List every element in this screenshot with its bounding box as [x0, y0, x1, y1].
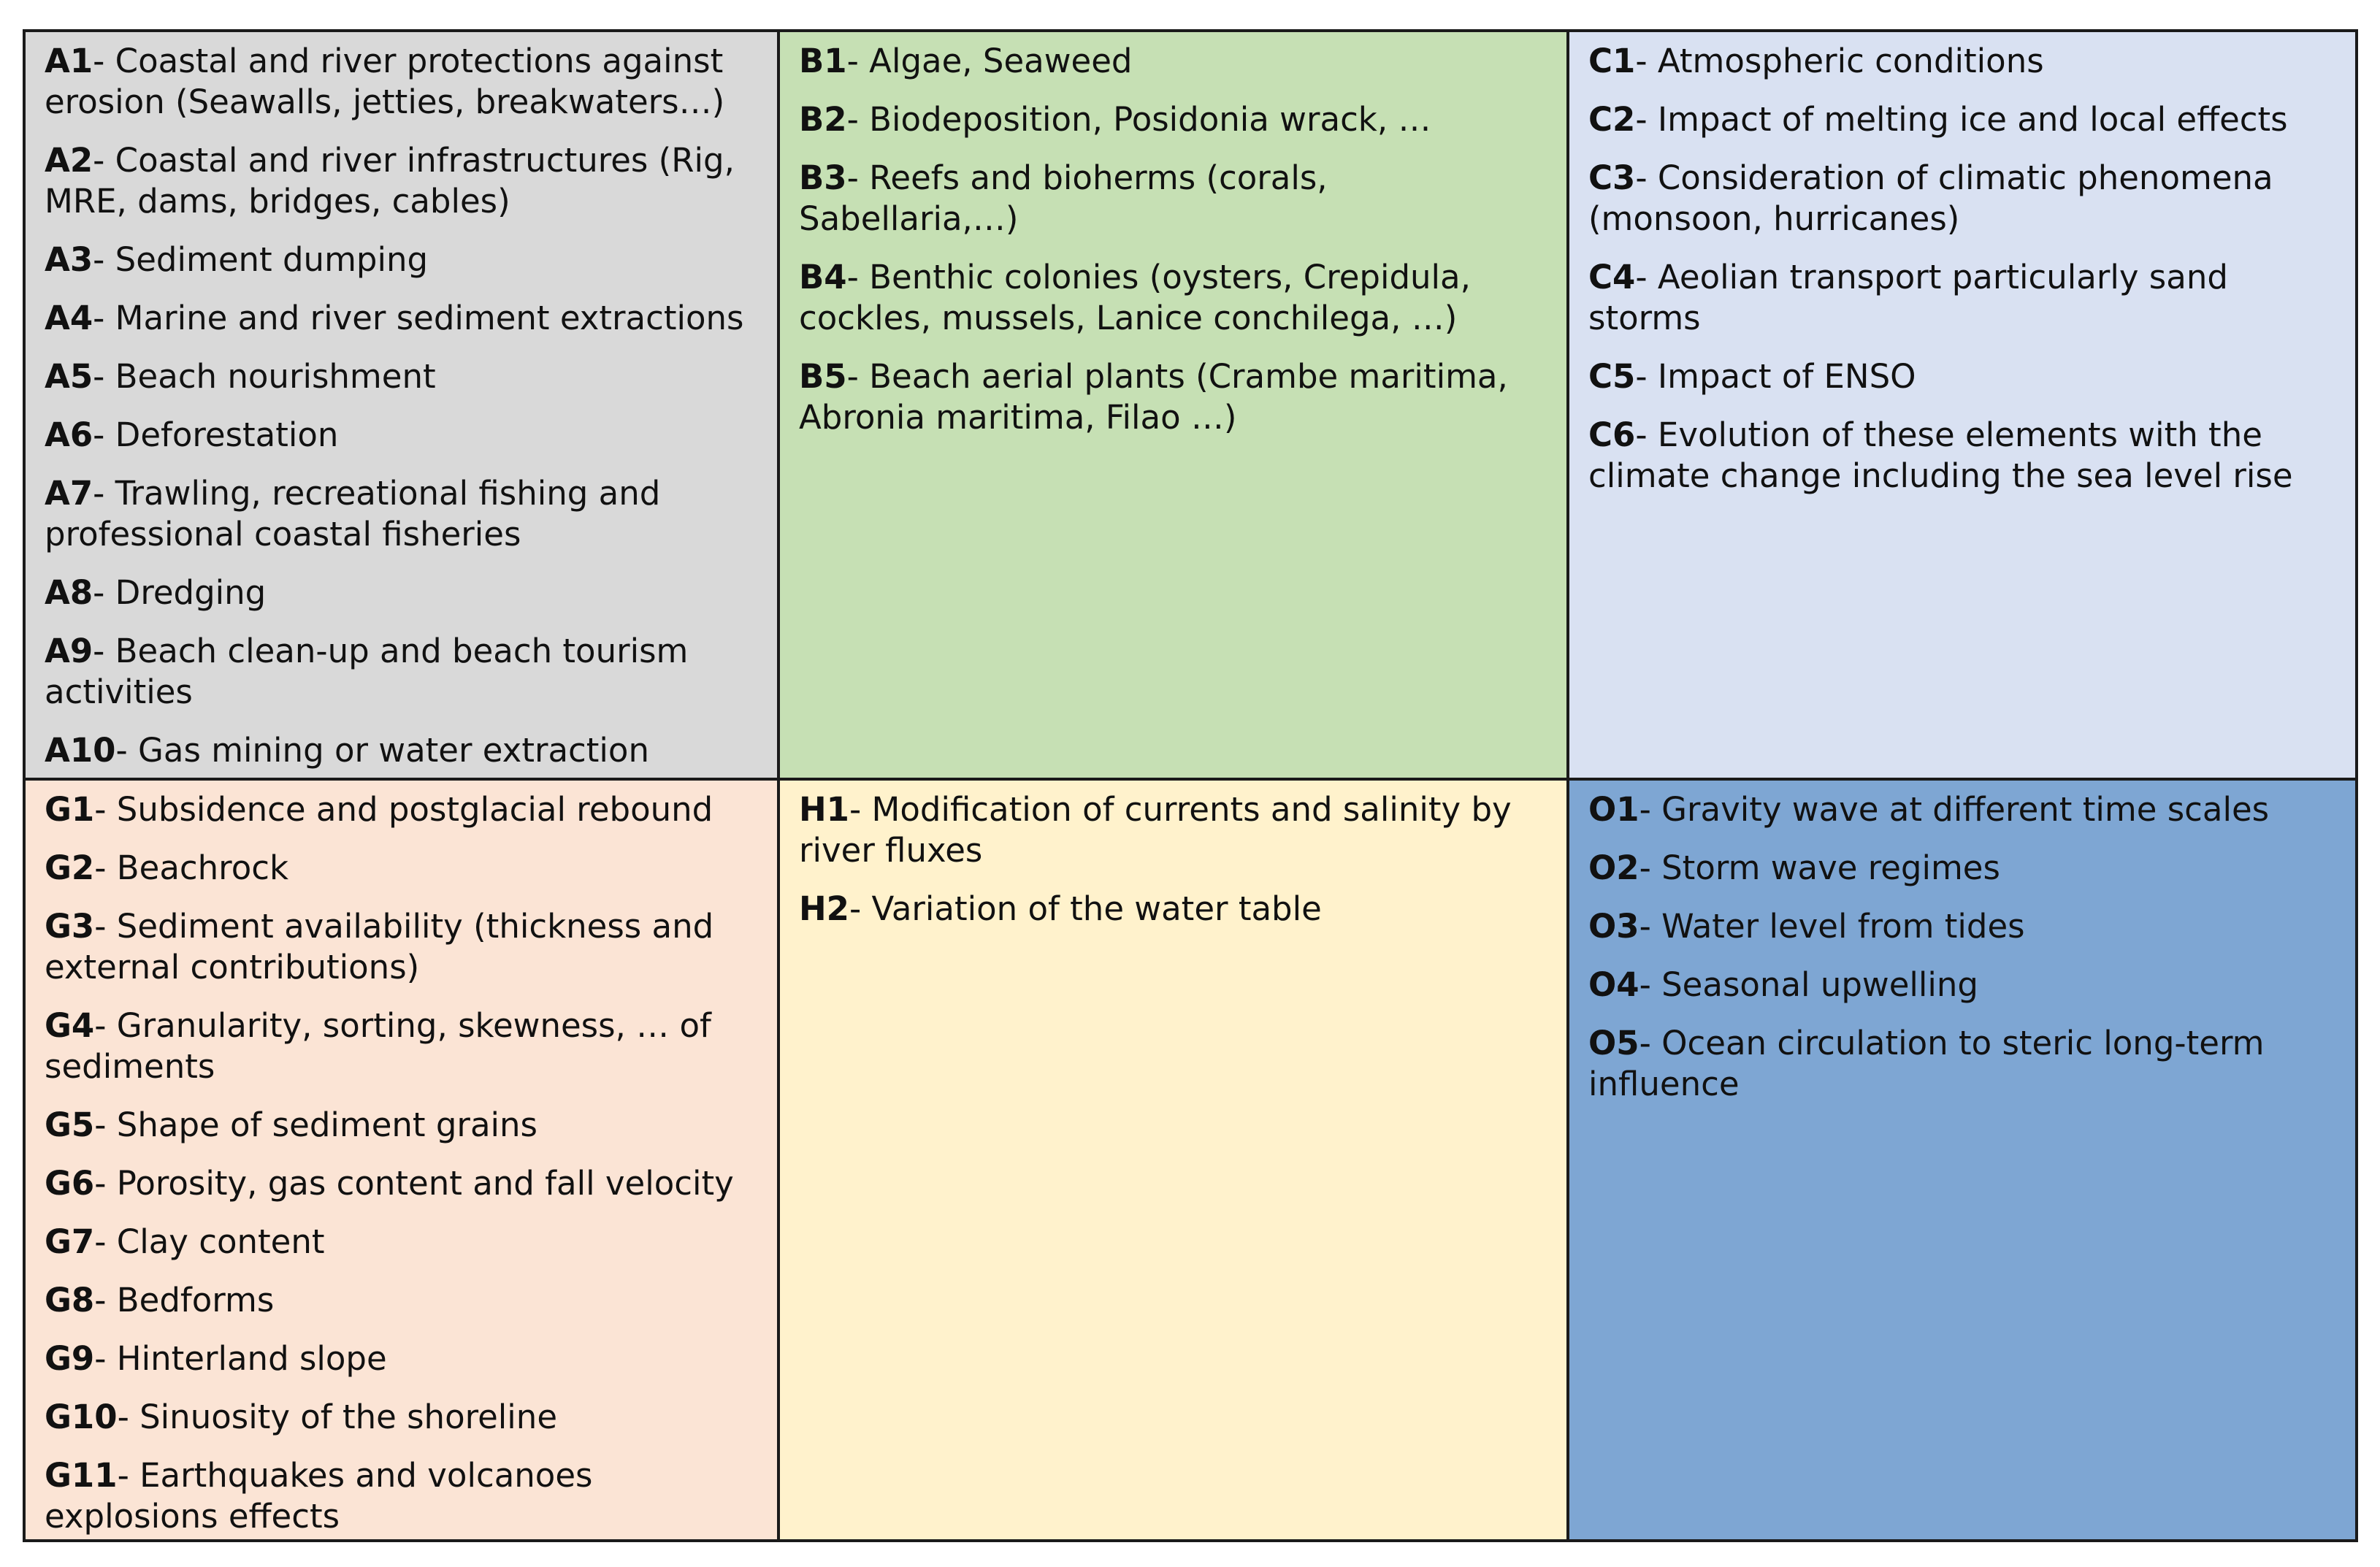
factor-code: O3: [1588, 907, 1639, 946]
factor-code: O5: [1588, 1024, 1639, 1062]
cell-biological-factors: [780, 32, 1569, 781]
factor-item-c3: [1588, 158, 2336, 240]
factor-item-g1: [45, 789, 758, 830]
factor-code: B5: [799, 357, 847, 396]
factor-code: G11: [45, 1456, 118, 1495]
factor-description: - Biodeposition, Posidonia wrack, …: [846, 100, 1431, 139]
factor-item-b4: [799, 257, 1547, 339]
factor-description: - Bedforms: [94, 1281, 275, 1319]
factor-code: B3: [799, 158, 847, 197]
factor-code: A3: [45, 240, 93, 279]
factor-code: G2: [45, 848, 95, 887]
factor-description: - Variation of the water table: [849, 889, 1322, 928]
factor-item-g9: [45, 1338, 758, 1379]
factor-item-a10: [45, 730, 758, 771]
factor-code: A10: [45, 731, 116, 770]
factor-item-c5: [1588, 356, 2336, 397]
factor-item-b2: [799, 99, 1547, 140]
factor-code: G5: [45, 1106, 95, 1144]
factor-description: - Hinterland slope: [94, 1339, 387, 1378]
factor-description: - Storm wave regimes: [1639, 848, 2000, 887]
factor-description: - Subsidence and postglacial rebound: [94, 790, 713, 829]
factor-item-g8: [45, 1280, 758, 1321]
factor-description: - Impact of ENSO: [1635, 357, 1916, 396]
factor-code: A4: [45, 299, 93, 337]
cell-hydrological-factors: [780, 781, 1569, 1539]
factor-item-a6: [45, 415, 758, 456]
factor-code: C4: [1588, 258, 1636, 296]
factor-item-a3: [45, 240, 758, 280]
factor-code: G1: [45, 790, 95, 829]
factor-description: - Gravity wave at different time scales: [1639, 790, 2270, 829]
factor-item-o2: [1588, 848, 2336, 889]
factor-item-a9: [45, 631, 758, 713]
factor-description: - Porosity, gas content and fall velocity: [94, 1164, 734, 1203]
factor-description: - Gas mining or water extraction: [115, 731, 649, 770]
factor-item-a5: [45, 356, 758, 397]
factor-code: B2: [799, 100, 847, 139]
factor-description: - Aeolian transport particularly sand storms: [1588, 258, 2228, 337]
cell-oceanic-factors: [1569, 781, 2355, 1539]
factor-code: A1: [45, 42, 93, 80]
factor-item-o3: [1588, 906, 2336, 947]
factor-code: C3: [1588, 158, 1636, 197]
factor-code: G9: [45, 1339, 95, 1378]
factor-code: G7: [45, 1222, 95, 1261]
factor-description: - Algae, Seaweed: [846, 42, 1133, 80]
factor-code: O4: [1588, 965, 1639, 1004]
factor-description: - Beachrock: [94, 848, 289, 887]
factor-code: B1: [799, 42, 847, 80]
factor-description: - Clay content: [94, 1222, 325, 1261]
factor-item-o4: [1588, 965, 2336, 1005]
factor-description: - Consideration of climatic phenomena (monsoon, hurricanes): [1588, 158, 2273, 238]
factor-description: - Earthquakes and volcanoes explosions effects: [45, 1456, 593, 1536]
factor-item-a7: [45, 473, 758, 555]
factor-description: - Sinuosity of the shoreline: [117, 1398, 558, 1436]
factor-code: H1: [799, 790, 849, 829]
cell-geological-factors: [26, 781, 780, 1539]
factor-description: - Shape of sediment grains: [94, 1106, 537, 1144]
factor-item-o5: [1588, 1023, 2336, 1105]
factor-item-g10: [45, 1397, 758, 1438]
factor-code: G4: [45, 1006, 95, 1045]
factor-table: [23, 29, 2358, 1542]
factor-item-h2: [799, 889, 1547, 930]
factor-code: G3: [45, 907, 95, 946]
factor-description: - Evolution of these elements with the climate change including the sea level rise: [1588, 415, 2293, 495]
factor-code: O2: [1588, 848, 1639, 887]
factor-item-c4: [1588, 257, 2336, 339]
factor-code: C6: [1588, 415, 1636, 454]
factor-description: - Water level from tides: [1639, 907, 2025, 946]
factor-item-g5: [45, 1105, 758, 1146]
factor-description: - Reefs and bioherms (corals, Sabellaria,…): [799, 158, 1328, 238]
factor-description: - Granularity, sorting, skewness, … of sediments: [45, 1006, 711, 1086]
factor-description: - Beach aerial plants (Crambe maritima, Abronia maritima, Filao …): [799, 357, 1508, 437]
factor-description: - Impact of melting ice and local effects: [1635, 100, 2288, 139]
factor-item-c1: [1588, 41, 2336, 82]
factor-code: C1: [1588, 42, 1636, 80]
factor-code: C5: [1588, 357, 1636, 396]
factor-item-h1: [799, 789, 1547, 871]
factor-description: - Beach nourishment: [93, 357, 436, 396]
factor-description: - Coastal and river protections against erosion (Seawalls, jetties, breakwaters…): [45, 42, 725, 121]
factor-code: C2: [1588, 100, 1636, 139]
factor-code: B4: [799, 258, 847, 296]
cell-climatic-factors: [1569, 32, 2355, 781]
factor-description: - Ocean circulation to steric long-term influence: [1588, 1024, 2265, 1103]
factor-code: A7: [45, 474, 93, 513]
cell-anthropic-factors: [26, 32, 780, 781]
factor-code: H2: [799, 889, 849, 928]
factor-item-c6: [1588, 415, 2336, 497]
factor-code: A5: [45, 357, 93, 396]
factor-item-b3: [799, 158, 1547, 240]
factor-code: G10: [45, 1398, 118, 1436]
factor-description: - Seasonal upwelling: [1639, 965, 1978, 1004]
factor-description: - Dredging: [93, 573, 267, 612]
factor-item-g3: [45, 906, 758, 988]
factor-item-b5: [799, 356, 1547, 438]
factor-description: - Coastal and river infrastructures (Rig, MRE, dams, bridges, cables): [45, 141, 735, 221]
factor-item-b1: [799, 41, 1547, 82]
factor-item-a2: [45, 140, 758, 222]
factor-code: A8: [45, 573, 93, 612]
factor-item-g11: [45, 1455, 758, 1537]
factor-description: - Benthic colonies (oysters, Crepidula, cockles, mussels, Lanice conchilega, …): [799, 258, 1471, 337]
factor-code: A6: [45, 415, 93, 454]
factor-code: A9: [45, 632, 93, 670]
factor-item-o1: [1588, 789, 2336, 830]
factor-code: A2: [45, 141, 93, 180]
factor-item-g4: [45, 1005, 758, 1087]
factor-code: O1: [1588, 790, 1639, 829]
factor-item-g2: [45, 848, 758, 889]
factor-item-a4: [45, 298, 758, 339]
factor-item-a8: [45, 572, 758, 613]
factor-description: - Atmospheric conditions: [1635, 42, 2044, 80]
factor-description: - Trawling, recreational fishing and professional coastal fisheries: [45, 474, 661, 553]
factor-item-g7: [45, 1222, 758, 1263]
factor-code: G8: [45, 1281, 95, 1319]
factor-description: - Beach clean-up and beach tourism activities: [45, 632, 689, 711]
factor-description: - Deforestation: [93, 415, 339, 454]
factor-description: - Modification of currents and salinity by river fluxes: [799, 790, 1512, 870]
factor-description: - Marine and river sediment extractions: [93, 299, 744, 337]
factor-item-g6: [45, 1163, 758, 1204]
factor-item-c2: [1588, 99, 2336, 140]
factor-description: - Sediment dumping: [93, 240, 429, 279]
factor-description: - Sediment availability (thickness and external contributions): [45, 907, 714, 986]
factor-item-a1: [45, 41, 758, 123]
factor-code: G6: [45, 1164, 95, 1203]
